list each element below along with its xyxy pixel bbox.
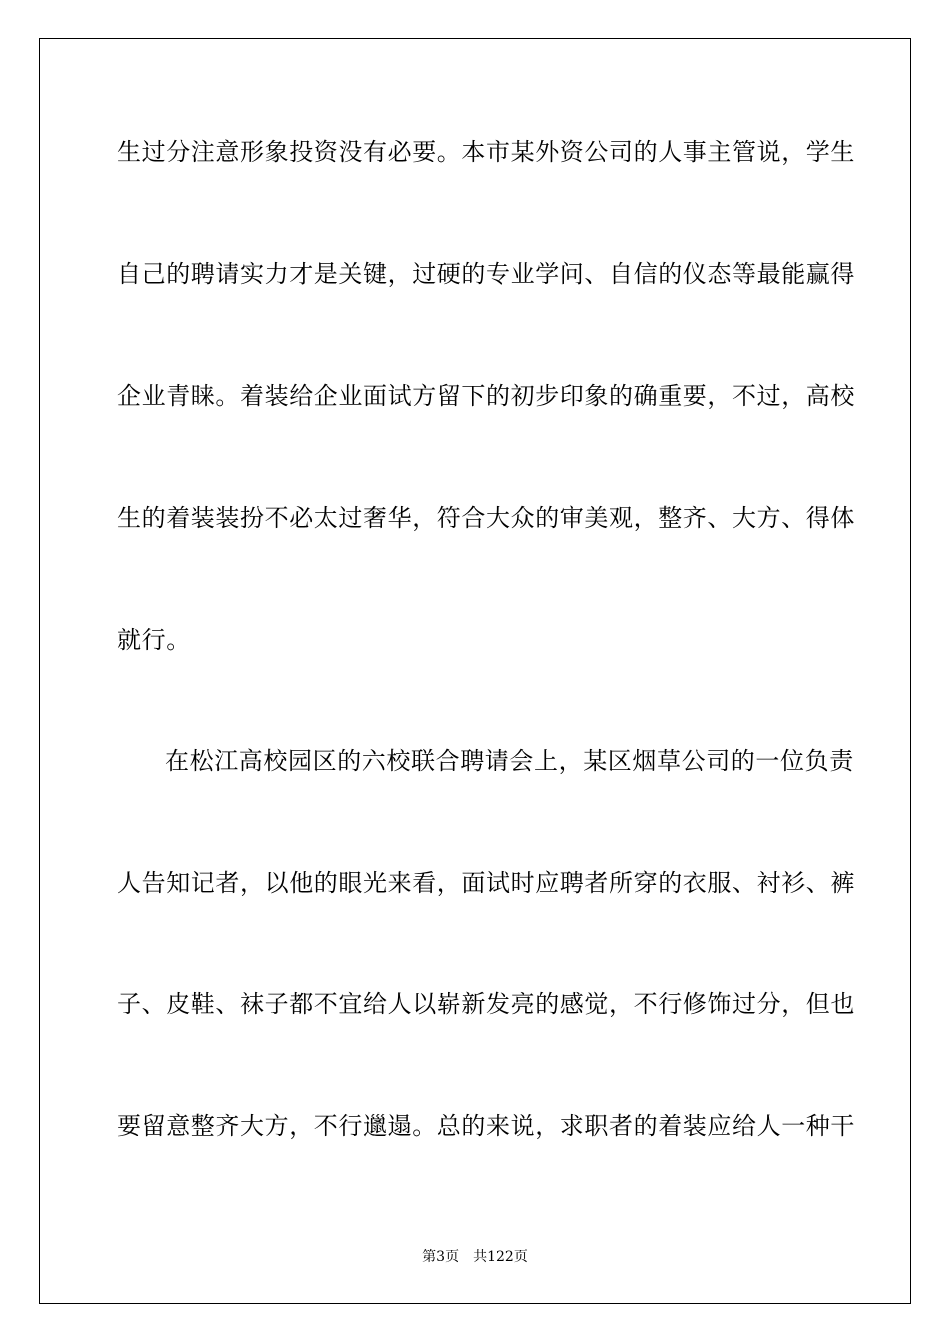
body-text-line-4: 生的着装装扮不必太过奢华，符合大众的审美观，整齐、大方、得体 xyxy=(117,504,855,532)
body-text-line-8: 子、皮鞋、袜子都不宜给人以崭新发亮的感觉，不行修饰过分，但也 xyxy=(117,990,855,1018)
body-text-line-2: 自己的聘请实力才是关键，过硬的专业学问、自信的仪态等最能赢得 xyxy=(117,260,855,288)
body-text-line-9: 要留意整齐大方，不行邋遢。总的来说，求职者的着装应给人一种干 xyxy=(117,1112,855,1140)
page-footer xyxy=(0,1248,950,1266)
body-text-line-1: 生过分注意形象投资没有必要。本市某外资公司的人事主管说，学生 xyxy=(117,138,855,166)
body-text-line-5: 就行。 xyxy=(117,626,191,654)
body-text-line-7: 人告知记者，以他的眼光来看，面试时应聘者所穿的衣服、衬衫、裤 xyxy=(117,869,855,897)
page-number-label: 第3页 xyxy=(422,1249,460,1265)
body-text-line-6: 在松江高校园区的六校联合聘请会上，某区烟草公司的一位负责 xyxy=(165,747,854,775)
total-pages-label: 共122页 xyxy=(473,1249,528,1265)
body-text-line-3: 企业青睐。着装给企业面试方留下的初步印象的确重要，不过，高校 xyxy=(117,382,855,410)
